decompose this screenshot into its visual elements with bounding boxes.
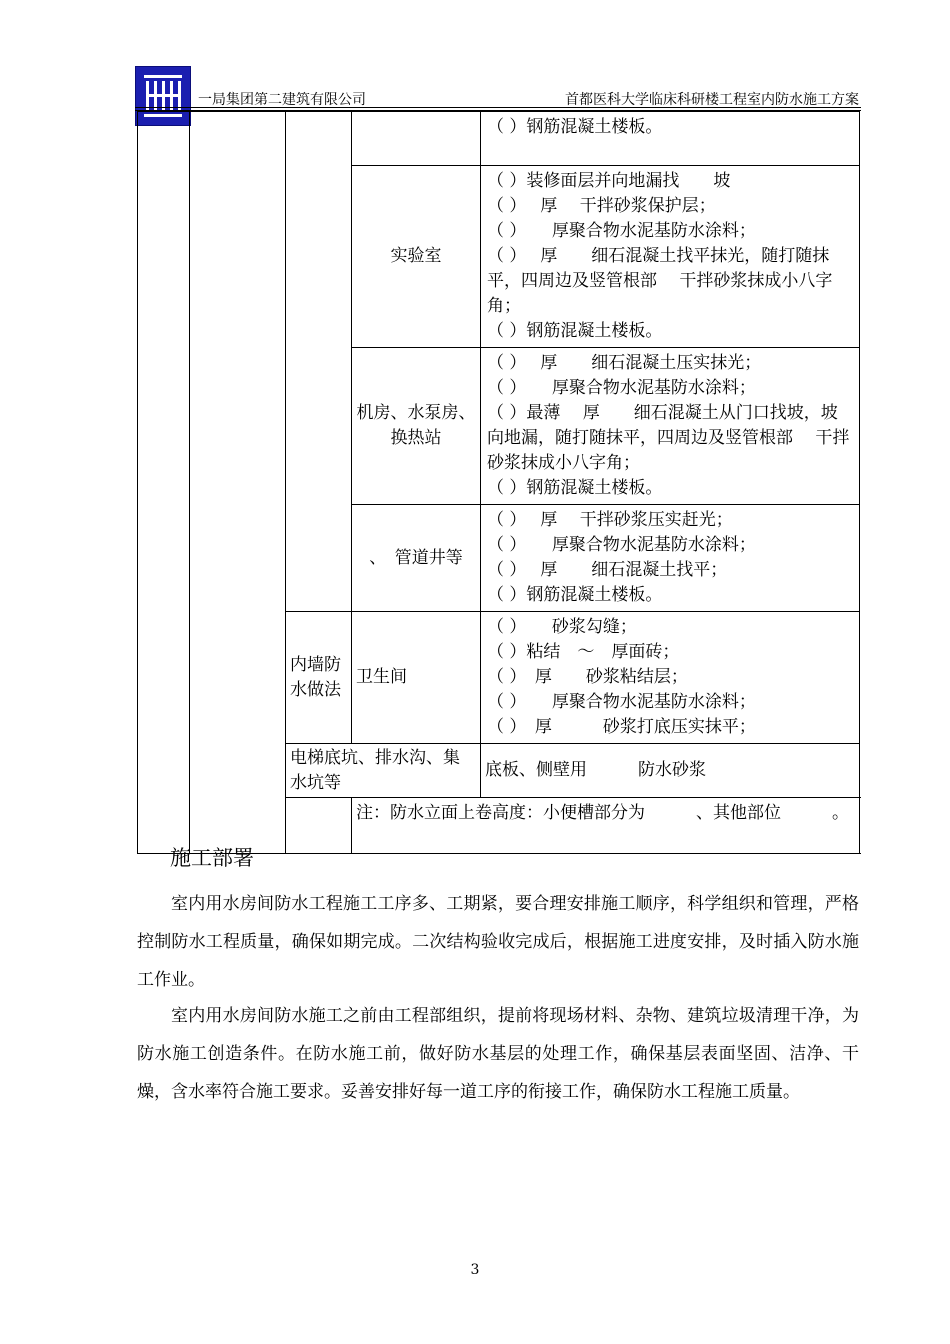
step-line: （ ）装修面层并向地漏找 坡: [487, 171, 731, 191]
waterproofing-spec-table: [137, 111, 860, 854]
bathroom-label: 卫生间: [352, 612, 481, 744]
machine-room-label: 机房、水泵房、换热站: [352, 348, 481, 505]
pipe-shaft-steps: [481, 505, 860, 612]
page-number: 3: [470, 1262, 480, 1278]
step-line: （ ） 厚 砂浆打底压实抹平；: [487, 717, 756, 737]
elevator-label: 电梯底坑、排水沟、集水坑等: [286, 744, 481, 798]
header-company: 一局集团第二建筑有限公司: [198, 92, 366, 108]
step-line: （ ） 厚 干拌砂浆保护层；: [487, 196, 716, 216]
inner-wall-steps: [481, 612, 860, 744]
step-line: （ ） 厚 细石混凝土压实抹光；: [487, 353, 762, 373]
step-line: （ ） 厚 细石混凝土找平抹光，随打随抹平，四周边及竖管根部 干拌砂浆抹成小八字角；: [487, 246, 833, 316]
step-line: （ ） 厚聚合物水泥基防水涂料；: [487, 221, 756, 241]
step-line: （ ） 厚 干拌砂浆压实赶光；: [487, 510, 733, 530]
machine-room-steps: [481, 348, 860, 505]
step-line: （ ）粘结 ～ 厚面砖；: [487, 642, 680, 662]
blank-cell: [286, 112, 352, 612]
step-line: （ ） 厚 砂浆粘结层；: [487, 667, 688, 687]
step-line: （ ） 厚聚合物水泥基防水涂料；: [487, 692, 756, 712]
step-line: （ ）钢筋混凝土楼板。: [487, 585, 663, 605]
lab-label: 实验室: [352, 166, 481, 348]
paragraph: 室内用水房间防水工程施工工序多、工期紧，要合理安排施工顺序，科学组织和管理，严格控制防水工程质量，确保如期完成。二次结构验收完成后，根据施工进度安排，及时插入防水施工作业。: [137, 894, 859, 990]
table-row: [138, 112, 860, 166]
lab-steps: [481, 166, 860, 348]
step-line: （ ） 砂浆勾缝；: [487, 617, 637, 637]
step-line: （ ）钢筋混凝土楼板。: [487, 321, 663, 341]
step-line: （ ）钢筋混凝土楼板。: [487, 117, 663, 137]
paragraph: 室内用水房间防水施工之前由工程部组织，提前将现场材料、杂物、建筑垃圾清理干净，为防水施工创造条件。在防水施工前，做好防水基层的处理工作，确保基层表面坚固、洁净、干燥，含水率符合施工要求。妥善安排好每一道工序的衔接工作，确保防水工程施工质量。: [137, 1006, 859, 1102]
step-line: （ ）最薄 厚 细石混凝土从门口找坡，坡向地漏，随打随抹平，四周边及竖管根部 干拌砂浆抹成小八字角；: [487, 403, 850, 473]
header-rule: [135, 107, 861, 108]
step-line: （ ）钢筋混凝土楼板。: [487, 478, 663, 498]
blank-cell: [138, 112, 190, 854]
step-line: （ ） 厚聚合物水泥基防水涂料；: [487, 535, 756, 555]
inner-wall-category: 内墙防水做法: [286, 612, 352, 744]
elevator-text: 底板、侧壁用 防水砂浆: [481, 744, 860, 798]
blank-cell: [286, 798, 352, 854]
step-line: （ ） 厚 细石混凝土找平；: [487, 560, 728, 580]
table-note: 注：防水立面上卷高度：小便槽部分为 、其他部位 。: [352, 798, 860, 854]
first-row-steps: [481, 112, 860, 166]
step-line: （ ） 厚聚合物水泥基防水涂料；: [487, 378, 756, 398]
header-project-title: 首都医科大学临床科研楼工程室内防水施工方案: [565, 92, 859, 108]
pipe-shaft-label: 、 管道井等: [352, 505, 481, 612]
blank-cell: [352, 112, 481, 166]
section-title: 施工部署: [170, 846, 254, 870]
blank-cell: [190, 112, 286, 854]
